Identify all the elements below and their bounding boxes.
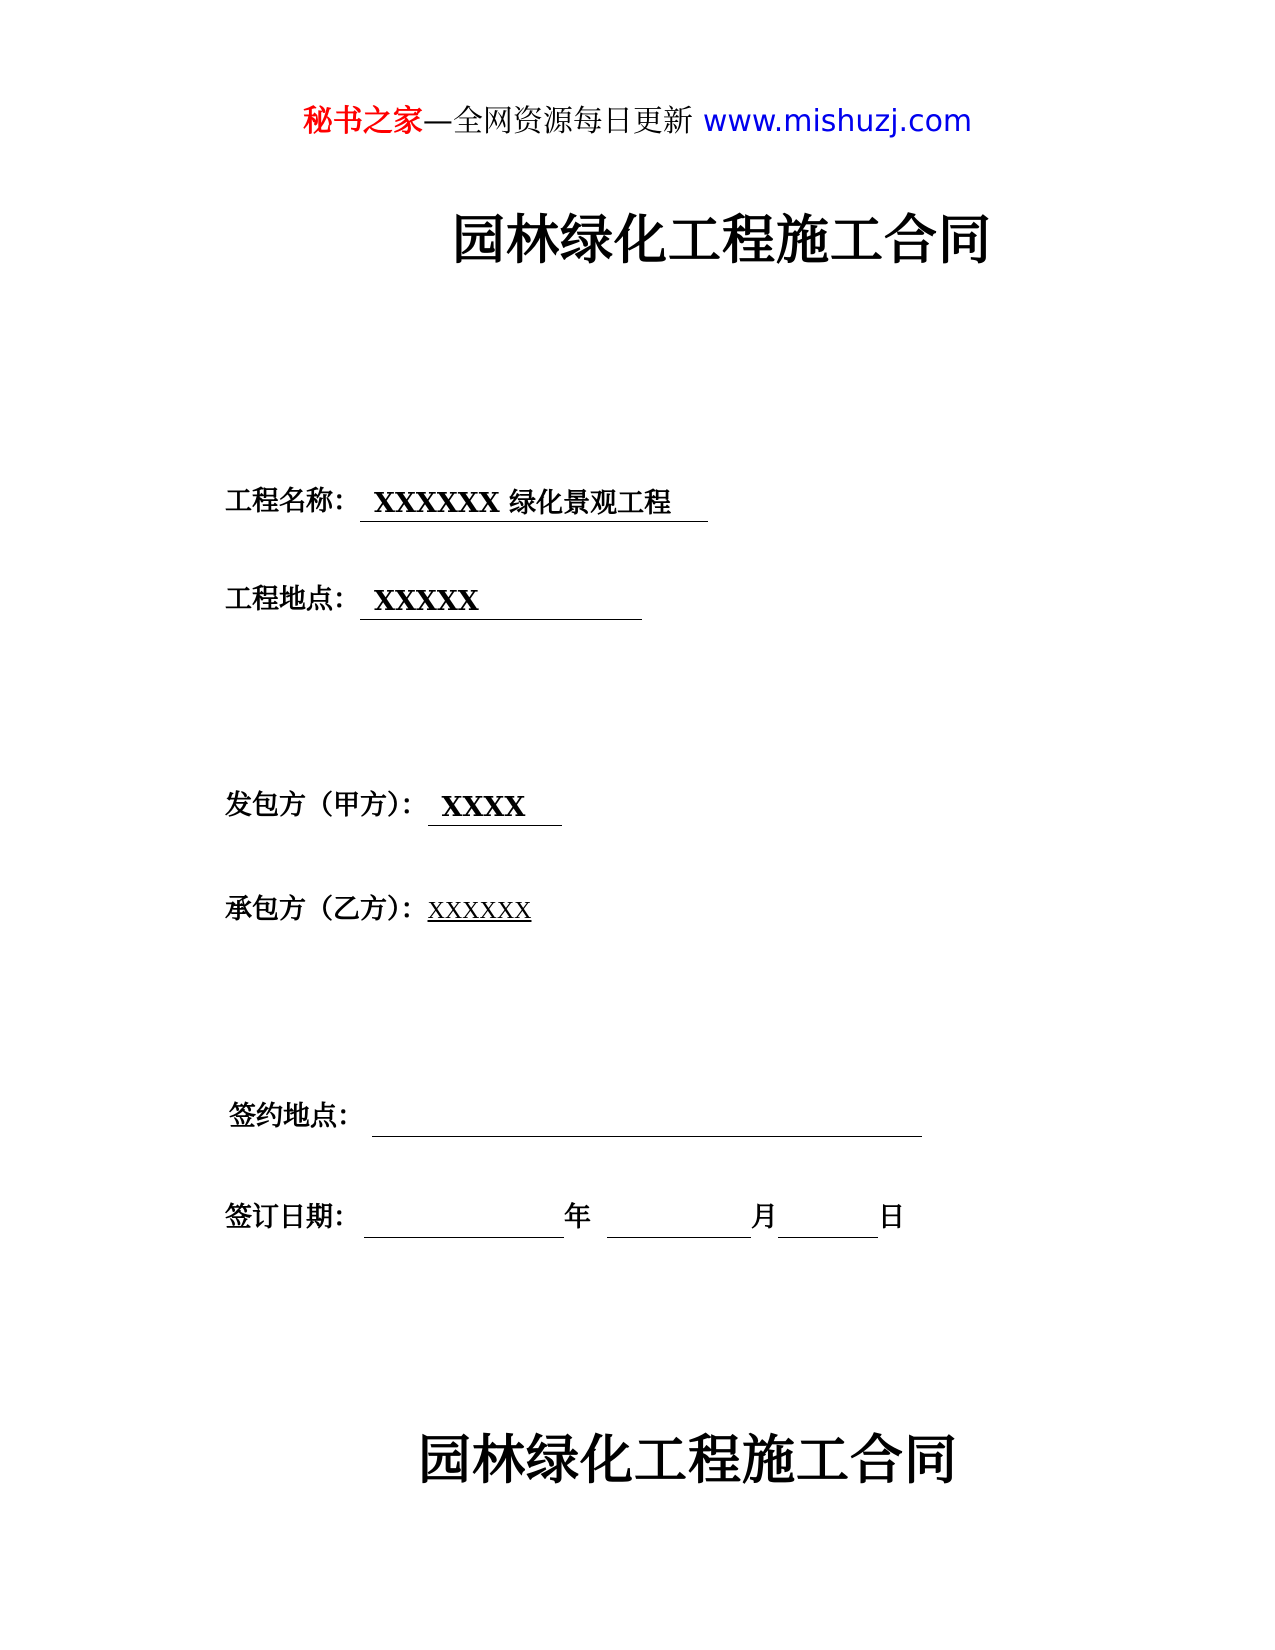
- site-url-link[interactable]: www.mishuzj.com: [702, 104, 973, 139]
- day-blank: [778, 1207, 878, 1238]
- brand-name: 秘书之家: [302, 104, 423, 139]
- signing-place-label: 签约地点：: [229, 1101, 364, 1132]
- day-label: 日: [878, 1202, 905, 1233]
- party-a-label: 发包方（甲方）：: [225, 790, 428, 821]
- year-label: 年: [564, 1202, 591, 1233]
- project-name-label: 工程名称：: [225, 486, 360, 517]
- party-b-label: 承包方（乙方）：: [225, 894, 428, 925]
- project-location-value: XXXXX: [360, 584, 642, 620]
- signing-place-blank: [372, 1106, 922, 1137]
- project-name-field: [225, 482, 708, 522]
- month-label: 月: [751, 1202, 778, 1233]
- contract-title-repeat: 园林绿化工程施工合同: [418, 1429, 958, 1491]
- banner-tagline: —全网资源每日更新: [422, 104, 693, 139]
- signing-date-field: [225, 1198, 905, 1238]
- signing-date-label: 签订日期：: [225, 1202, 360, 1233]
- contract-title: 园林绿化工程施工合同: [452, 209, 992, 271]
- project-name-value: XXXXXX 绿化景观工程: [360, 486, 708, 522]
- party-b-field: [225, 890, 532, 931]
- site-banner: [0, 102, 1275, 142]
- party-a-field: [225, 786, 562, 826]
- party-a-value: XXXX: [428, 790, 562, 826]
- month-blank: [607, 1207, 751, 1238]
- project-location-label: 工程地点：: [225, 584, 360, 615]
- project-location-field: [225, 580, 642, 620]
- year-blank: [364, 1207, 564, 1238]
- party-b-value: XXXXXX: [427, 898, 532, 924]
- signing-place-field: [229, 1097, 922, 1137]
